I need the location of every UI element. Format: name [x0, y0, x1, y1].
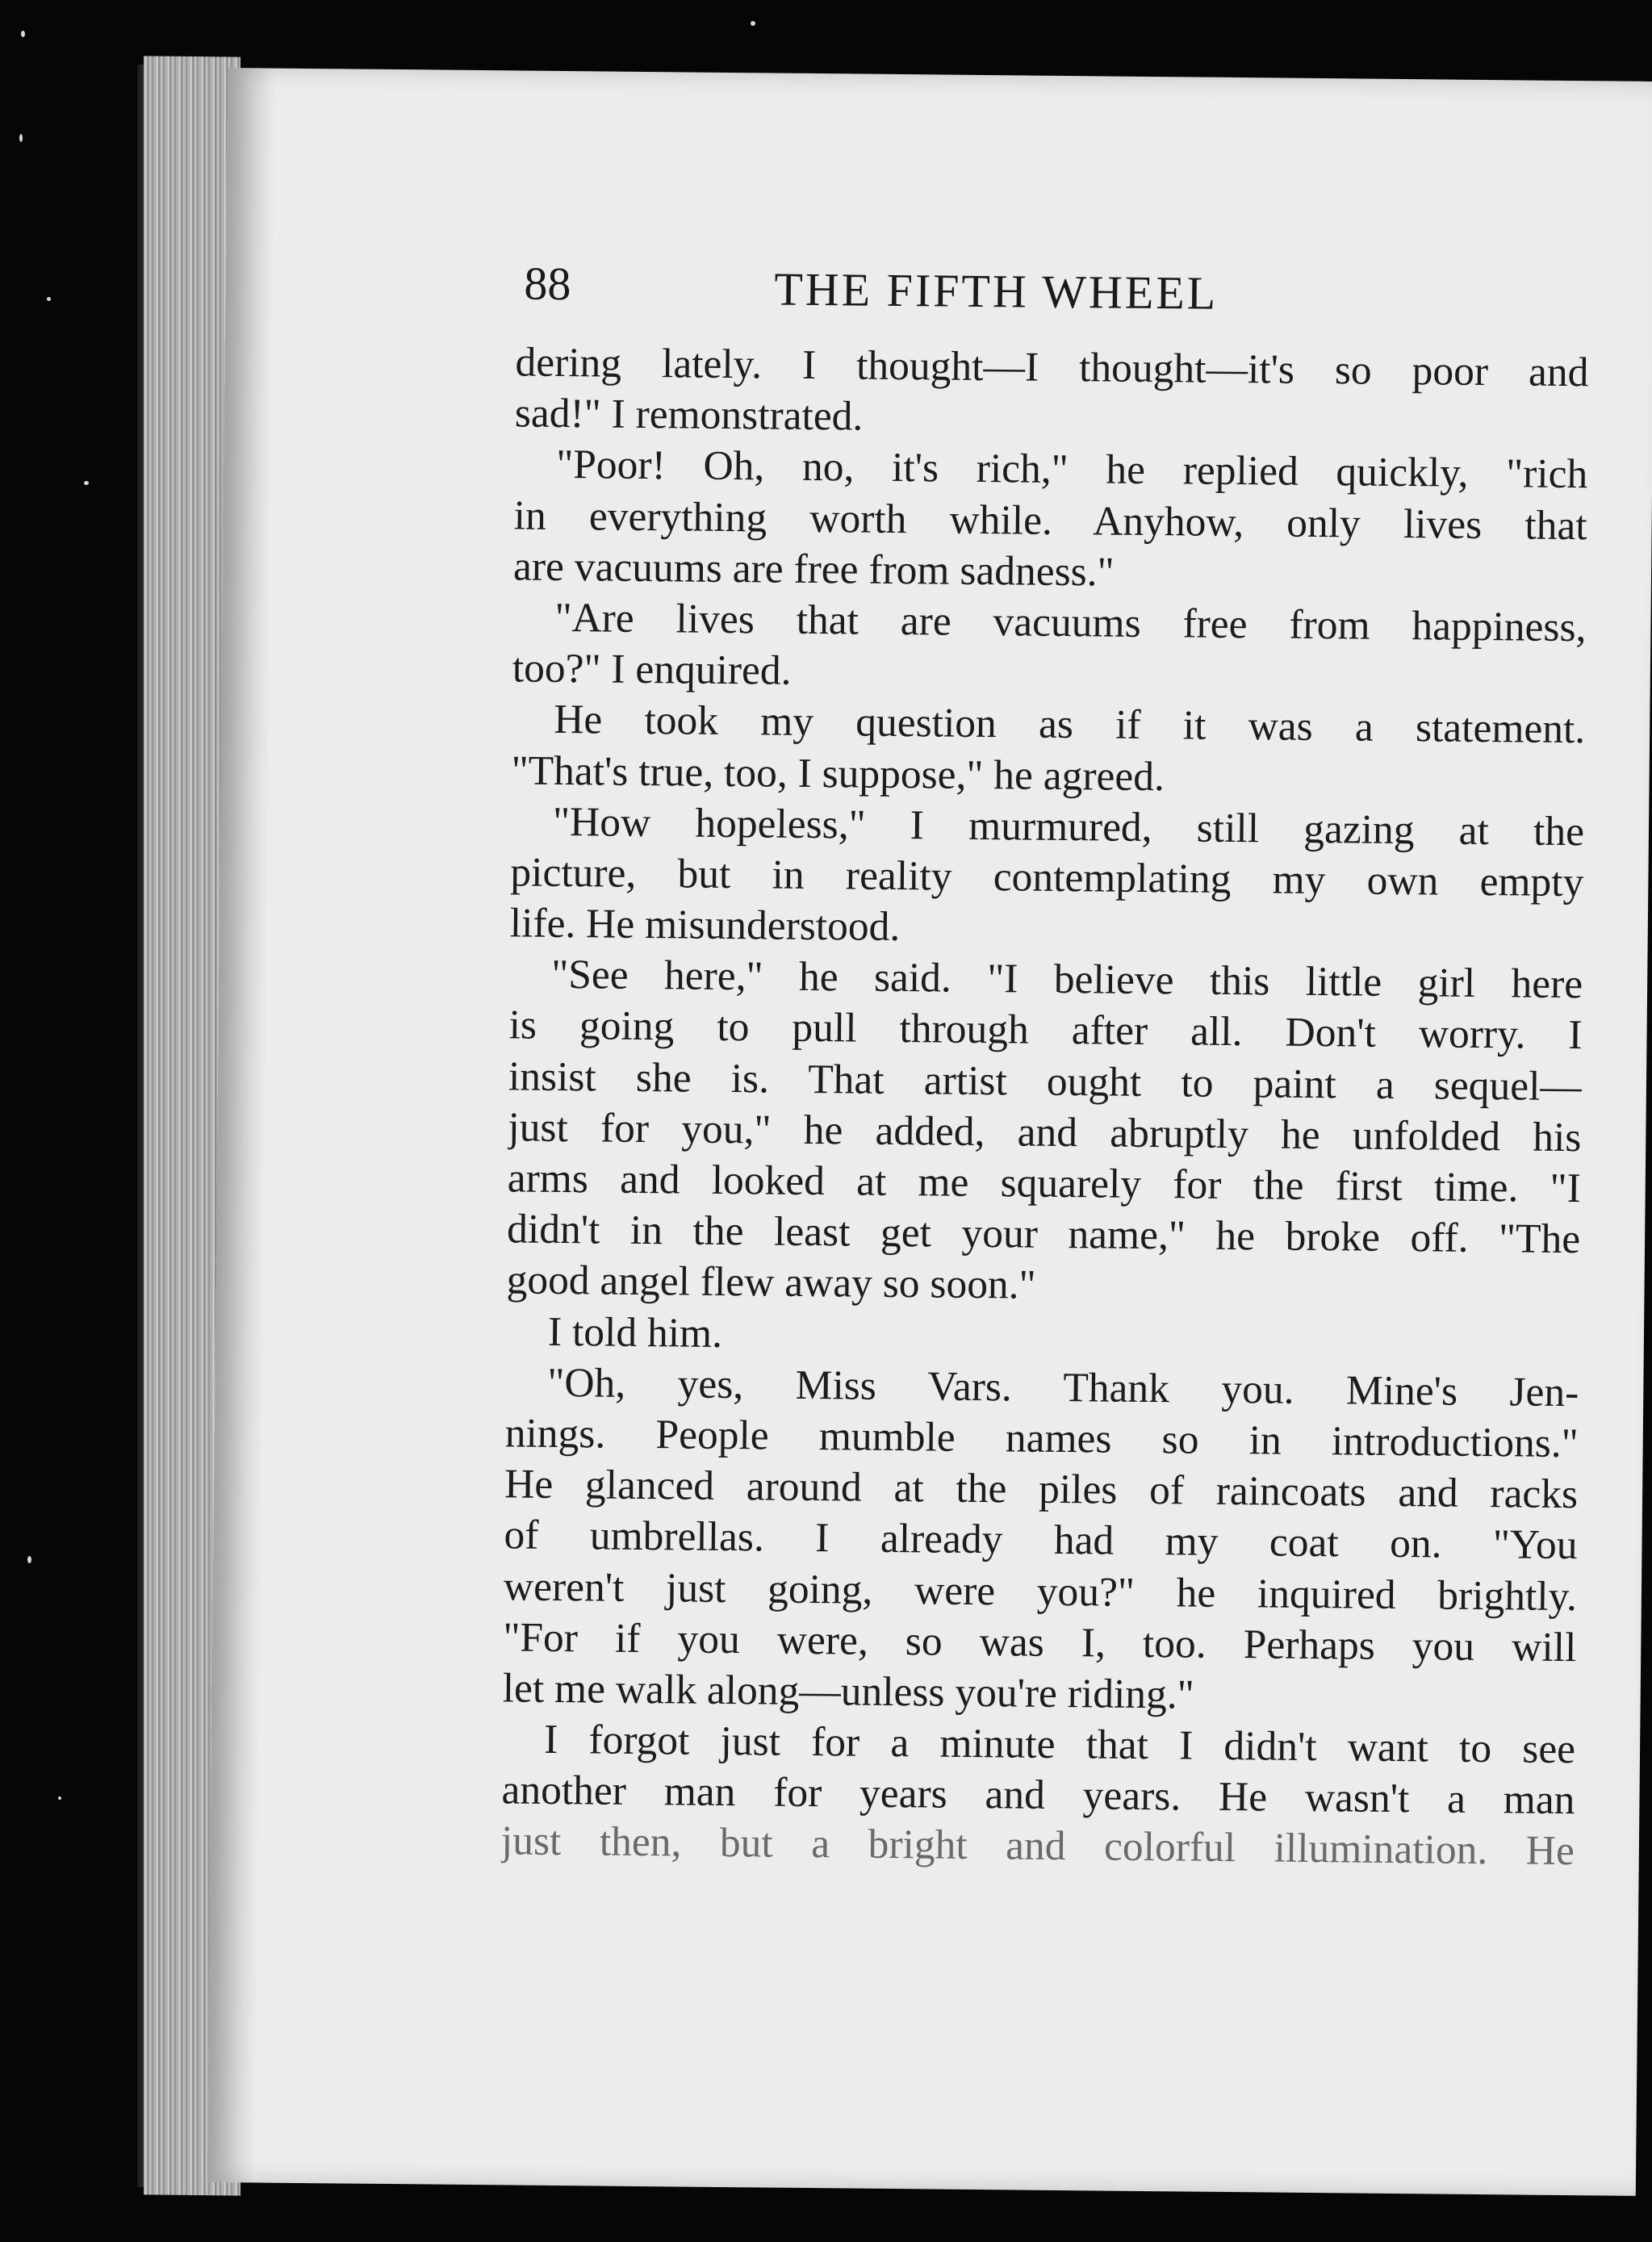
text-line: He glanced around at the piles of raincoats and racks — [504, 1461, 1579, 1518]
text-line: I forgot just for a minute that I didn't want to see — [543, 1716, 1576, 1773]
dust-speck — [58, 1797, 61, 1800]
text-line: just for you," he added, and abruptly he unfolded his — [508, 1104, 1582, 1161]
page-header — [524, 257, 1622, 324]
text-line: nings. People mumble names so in introductions." — [504, 1410, 1579, 1467]
text-line: dering lately. I thought—I thought—it's so poor and — [515, 339, 1589, 396]
text-line: I told him. — [547, 1308, 723, 1357]
text-line: in everything worth while. Anyhow, only lives that — [513, 491, 1587, 549]
text-line: "For if you were, so was I, too. Perhaps you will — [503, 1614, 1577, 1671]
text-line: too?" I enquired. — [512, 645, 792, 694]
text-line: sad!" I remonstrated. — [514, 390, 864, 440]
text-line: "Poor! Oh, no, it's rich," he replied quickly, "rich — [556, 441, 1588, 498]
text-line: is going to pull through after all. Don't worry. I — [508, 1002, 1583, 1059]
page-number: 88 — [524, 257, 571, 311]
text-line: let me walk along—unless you're riding." — [502, 1665, 1194, 1718]
text-line: another man for years and years. He wasn't a man — [501, 1767, 1575, 1824]
book-page — [207, 68, 1652, 2196]
text-line: "How hopeless," I murmured, still gazing at the — [552, 798, 1585, 855]
text-line: didn't in the least get your name," he broke off. "The — [506, 1206, 1581, 1263]
dust-speck — [19, 134, 23, 142]
dust-speck — [21, 31, 25, 37]
text-line: are vacuums are free from sadness." — [512, 543, 1115, 596]
text-line: "Are lives that are vacuums free from happiness, — [554, 594, 1587, 651]
text-line: just then, but a bright and colorful illumination. He — [500, 1817, 1575, 1875]
running-head: THE FIFTH WHEEL — [774, 262, 1219, 320]
dust-speck — [751, 21, 755, 26]
text-line: "That's true, too, I suppose," he agreed. — [511, 747, 1165, 800]
text-line: picture, but in reality contemplating my own empty — [510, 849, 1584, 906]
text-line: "See here," he said. "I believe this little girl here — [550, 952, 1583, 1008]
text-line: arms and looked at me squarely for the first time. "I — [507, 1155, 1582, 1212]
text-line: of umbrellas. I already had my coat on. "You — [504, 1512, 1578, 1569]
dust-speck — [27, 1556, 31, 1563]
text-line: good angel flew away so soon." — [506, 1257, 1036, 1309]
dust-speck — [47, 297, 51, 301]
body-text — [501, 337, 1589, 1876]
text-line: insist she is. That artist ought to paint a sequel— — [508, 1053, 1583, 1110]
text-line: life. He misunderstood. — [509, 900, 901, 951]
text-line: weren't just going, were you?" he inquired brightly. — [503, 1562, 1578, 1620]
text-line: "Oh, yes, Miss Vars. Thank you. Mine's Jen- — [547, 1359, 1579, 1416]
text-line: He took my question as if it was a statement. — [553, 696, 1586, 753]
dust-speck — [84, 481, 89, 485]
